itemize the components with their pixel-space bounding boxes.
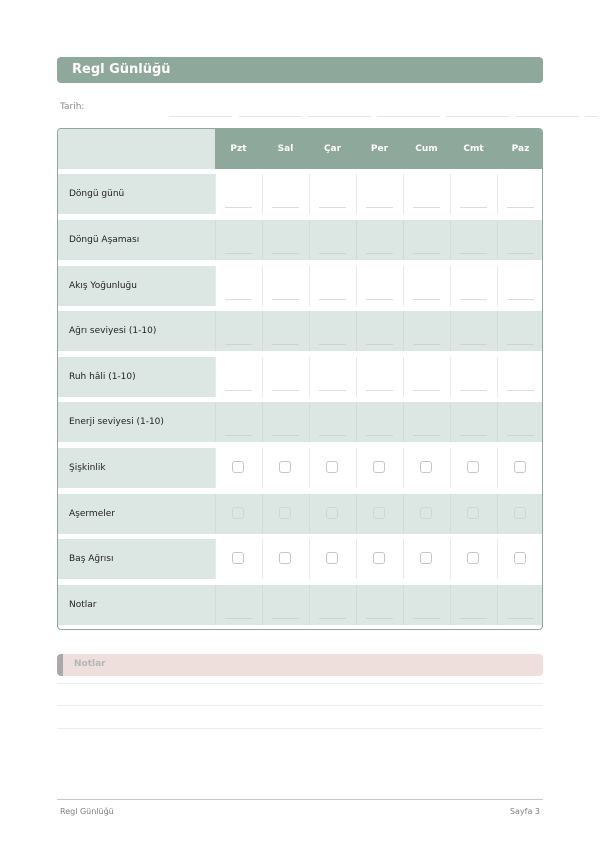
day-checkbox[interactable] [326,461,338,473]
entry-underline [507,390,534,391]
day-entry-cell[interactable] [309,220,355,260]
entry-underline [460,253,487,254]
day-cell [497,539,543,579]
day-cell [356,539,402,579]
date-field[interactable] [585,116,598,117]
entry-underline [366,435,393,436]
entry-underline [272,207,299,208]
day-cell [356,448,402,488]
entry-underline [413,435,440,436]
day-entry-cell[interactable] [356,220,402,260]
day-entry-cell[interactable] [450,311,496,351]
row-label: Baş Ağrısı [58,539,215,579]
entry-underline [413,207,440,208]
day-cell [497,448,543,488]
day-entry-cell[interactable] [309,585,355,625]
day-checkbox[interactable] [467,507,479,519]
day-header-cell: Pzt [230,144,247,154]
day-entry-cell[interactable] [403,174,449,214]
day-entry-cell[interactable] [356,174,402,214]
day-checkbox[interactable] [373,507,385,519]
day-entry-cell[interactable] [309,402,355,442]
day-cell [497,494,543,534]
table-row [58,220,542,260]
day-entry-cell[interactable] [262,174,308,214]
row-label: Şişkinlik [58,448,215,488]
day-cell [356,494,402,534]
row-label: Döngü günü [58,174,215,214]
day-entry-cell[interactable] [403,266,449,306]
entry-underline [366,253,393,254]
day-checkbox[interactable] [279,507,291,519]
entry-underline [272,618,299,619]
day-cell [262,539,308,579]
day-cell [450,539,496,579]
page-title: Regl Günlüğü [72,62,171,77]
day-cell [262,448,308,488]
day-entry-cell[interactable] [497,174,543,214]
day-header-cell: Cum [415,144,438,154]
day-checkbox[interactable] [232,552,244,564]
entry-underline [460,207,487,208]
entry-underline [319,207,346,208]
day-entry-cell[interactable] [450,174,496,214]
table-row [58,266,542,306]
entry-underline [225,207,252,208]
day-header-cell: Paz [511,144,530,154]
entry-underline [366,390,393,391]
day-cell [450,448,496,488]
entry-underline [319,618,346,619]
day-entry-cell[interactable] [450,357,496,397]
table-row [58,402,542,442]
day-entry-cell[interactable] [450,220,496,260]
entry-underline [225,618,252,619]
date-field[interactable] [446,116,509,117]
day-entry-cell[interactable] [309,357,355,397]
notes-section-header [57,654,543,676]
entry-underline [366,299,393,300]
entry-underline [507,207,534,208]
notes-title: Notlar [74,659,106,669]
entry-underline [225,253,252,254]
table-row [58,357,542,397]
day-checkbox[interactable] [514,552,526,564]
table-row [58,174,542,214]
row-label: Döngü Aşaması [58,220,215,260]
entry-underline [366,207,393,208]
entry-underline [507,344,534,345]
day-checkbox[interactable] [420,552,432,564]
day-checkbox[interactable] [420,507,432,519]
day-entry-cell[interactable] [262,220,308,260]
row-label: Ruh hâli (1-10) [58,357,215,397]
table-row [58,448,542,488]
day-checkbox[interactable] [326,507,338,519]
entry-underline [319,253,346,254]
date-field[interactable] [239,116,302,117]
day-header-cell: Per [370,144,389,154]
date-field[interactable] [516,116,579,117]
note-line[interactable] [57,683,543,684]
footer-divider [57,799,543,800]
row-label: Akış Yoğunluğu [58,266,215,306]
entry-underline [366,618,393,619]
day-entry-cell[interactable] [215,266,261,306]
note-line[interactable] [57,728,543,729]
day-checkbox[interactable] [279,552,291,564]
day-checkbox[interactable] [232,461,244,473]
entry-underline [225,344,252,345]
day-entry-cell[interactable] [356,357,402,397]
day-cell [215,539,261,579]
day-cell [450,494,496,534]
entry-underline [319,344,346,345]
day-checkbox[interactable] [467,461,479,473]
day-entry-cell[interactable] [215,585,261,625]
entry-underline [272,390,299,391]
table-row [58,585,542,625]
day-checkbox[interactable] [373,461,385,473]
day-checkbox[interactable] [420,461,432,473]
table-header-row [58,129,542,169]
day-cell [403,494,449,534]
date-label: Tarih: [60,102,85,112]
entry-underline [413,390,440,391]
date-field[interactable] [169,116,232,117]
day-entry-cell[interactable] [356,311,402,351]
day-entry-cell[interactable] [215,174,261,214]
footer-title: Regl Günlüğü [60,807,114,816]
day-cell [215,448,261,488]
day-entry-cell[interactable] [262,266,308,306]
entry-underline [272,435,299,436]
entry-underline [272,344,299,345]
entry-underline [460,299,487,300]
entry-underline [460,618,487,619]
date-field[interactable] [308,116,371,117]
day-checkbox[interactable] [232,507,244,519]
notes-accent-bar [57,654,63,676]
day-entry-cell[interactable] [215,311,261,351]
day-entry-cell[interactable] [497,585,543,625]
day-entry-cell[interactable] [403,220,449,260]
tracker-table [57,128,543,630]
day-entry-cell[interactable] [403,402,449,442]
day-entry-cell[interactable] [450,266,496,306]
day-entry-cell[interactable] [450,402,496,442]
entry-underline [413,618,440,619]
date-field[interactable] [377,116,440,117]
day-entry-cell[interactable] [309,174,355,214]
day-entry-cell[interactable] [497,220,543,260]
day-entry-cell[interactable] [215,402,261,442]
table-header-corner [58,129,215,169]
entry-underline [366,344,393,345]
entry-underline [507,253,534,254]
row-label: Ağrı seviyesi (1-10) [58,311,215,351]
entry-underline [460,390,487,391]
day-entry-cell[interactable] [262,311,308,351]
day-cell [309,539,355,579]
entry-underline [319,435,346,436]
entry-underline [413,344,440,345]
table-row [58,494,542,534]
day-entry-cell[interactable] [403,585,449,625]
page-number: Sayfa 3 [509,807,540,816]
entry-underline [507,618,534,619]
day-entry-cell[interactable] [403,357,449,397]
day-header-cell: Çar [323,144,342,154]
day-entry-cell[interactable] [356,402,402,442]
day-cell [309,448,355,488]
entry-underline [272,299,299,300]
day-cell [403,448,449,488]
day-entry-cell[interactable] [497,357,543,397]
entry-underline [225,390,252,391]
day-checkbox[interactable] [279,461,291,473]
table-row [58,311,542,351]
day-entry-cell[interactable] [356,266,402,306]
day-checkbox[interactable] [373,552,385,564]
day-entry-cell[interactable] [262,402,308,442]
row-label: Enerji seviyesi (1-10) [58,402,215,442]
day-entry-cell[interactable] [262,357,308,397]
day-entry-cell[interactable] [403,311,449,351]
day-cell [403,539,449,579]
entry-underline [460,435,487,436]
entry-underline [507,299,534,300]
row-label: Aşermeler [58,494,215,534]
entry-underline [225,299,252,300]
entry-underline [319,390,346,391]
table-row [58,539,542,579]
entry-underline [272,253,299,254]
entry-underline [319,299,346,300]
day-checkbox[interactable] [326,552,338,564]
note-line[interactable] [57,705,543,706]
day-entry-cell[interactable] [497,311,543,351]
day-header-cell: Sal [277,144,294,154]
day-entry-cell[interactable] [309,311,355,351]
day-entry-cell[interactable] [497,402,543,442]
day-checkbox[interactable] [514,461,526,473]
entry-underline [225,435,252,436]
day-entry-cell[interactable] [215,220,261,260]
day-entry-cell[interactable] [262,585,308,625]
day-checkbox[interactable] [467,552,479,564]
day-cell [215,494,261,534]
day-entry-cell[interactable] [309,266,355,306]
day-header-cell: Cmt [463,144,484,154]
entry-underline [507,435,534,436]
day-cell [309,494,355,534]
day-header [215,129,542,169]
day-entry-cell[interactable] [215,357,261,397]
entry-underline [413,299,440,300]
entry-underline [460,344,487,345]
day-cell [262,494,308,534]
day-entry-cell[interactable] [356,585,402,625]
day-checkbox[interactable] [514,507,526,519]
row-label: Notlar [58,585,215,625]
day-entry-cell[interactable] [450,585,496,625]
page-header [57,57,543,83]
day-entry-cell[interactable] [497,266,543,306]
entry-underline [413,253,440,254]
